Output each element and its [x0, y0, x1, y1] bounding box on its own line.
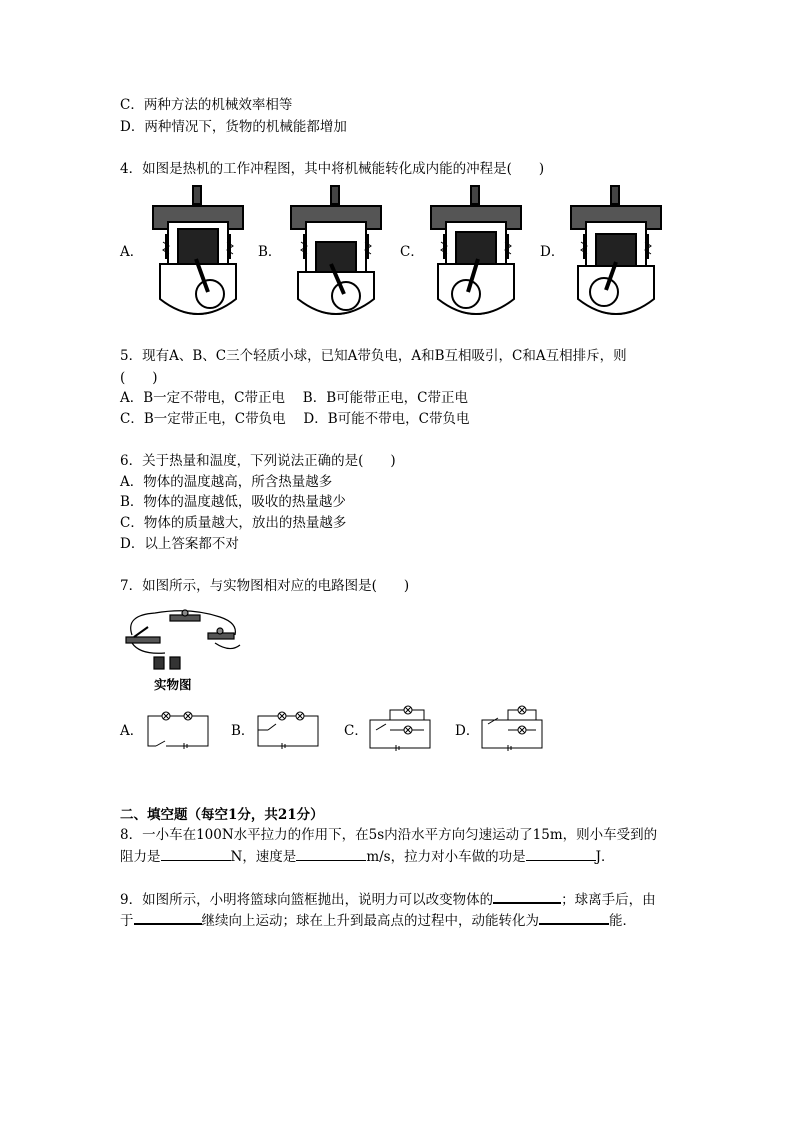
engine-diagram-b	[286, 184, 386, 329]
q9-text-5: 能．	[609, 913, 636, 929]
q4-stem: 4．如图是热机的工作冲程图，其中将机械能转化成内能的冲程是( )	[120, 161, 545, 177]
q9-blank-energy[interactable]	[539, 910, 609, 925]
circuit-diagram-a	[146, 708, 210, 750]
q8-blank-resistance[interactable]	[161, 847, 231, 861]
q9-line2	[120, 910, 636, 930]
physical-circuit-image	[120, 605, 245, 670]
q3-option-d: D．两种情况下，货物的机械能都增加	[120, 119, 347, 135]
q7-label-c: C．	[344, 723, 368, 739]
engine-diagram-d	[566, 184, 666, 329]
q7-label-d: D．	[455, 723, 480, 739]
q7-stem: 7．如图所示，与实物图相对应的电路图是( )	[120, 578, 410, 594]
section2-heading: 二、填空题（每空1分，共21分）	[120, 807, 324, 823]
q5-options-row2: C．B一定带正电，C带负电 D．B可能不带电，C带负电	[120, 411, 470, 427]
circuit-diagram-d	[480, 702, 544, 752]
q6-option-b: B．物体的温度越低，吸收的热量越少	[120, 494, 346, 510]
q9-text-3: 于	[120, 913, 134, 929]
q9-line1	[120, 889, 656, 909]
q4-label-b: B．	[258, 244, 282, 260]
q9-blank-motion-state[interactable]	[493, 889, 561, 904]
q8-text-3: m/s，拉力对小车做的功是	[366, 849, 526, 865]
q7-label-b: B．	[231, 723, 255, 739]
engine-diagram-c	[426, 184, 526, 329]
circuit-diagram-b	[256, 708, 320, 750]
q4-label-a: A．	[120, 244, 144, 260]
q5-options-row1: A．B一定不带电，C带正电 B．B可能带正电，C带正电	[120, 390, 468, 406]
q8-blank-work[interactable]	[526, 847, 596, 861]
q9-text-2: ；球离手后，由	[561, 892, 656, 908]
q8-text-2: N，速度是	[230, 849, 297, 865]
q5-stem-line2: ( )	[120, 370, 158, 386]
q8-blank-speed[interactable]	[296, 847, 366, 861]
physical-circuit-caption: 实物图	[154, 677, 192, 692]
q6-option-d: D．以上答案都不对	[120, 536, 239, 552]
q6-stem: 6．关于热量和温度，下列说法正确的是( )	[120, 453, 396, 469]
engine-diagram-a	[148, 184, 248, 329]
circuit-diagram-c	[368, 702, 432, 752]
q9-blank-inertia[interactable]	[134, 910, 202, 925]
q7-label-a: A．	[120, 723, 144, 739]
q6-option-a: A．物体的温度越高，所含热量越多	[120, 474, 333, 490]
q4-label-c: C．	[400, 244, 424, 260]
q4-label-d: D．	[540, 244, 565, 260]
q6-option-c: C．物体的质量越大，放出的热量越多	[120, 515, 347, 531]
q8-text-1: 阻力是	[120, 849, 161, 865]
q8-line1: 8．一小车在100N水平拉力的作用下，在5s内沿水平方向匀速运动了15m，则小车受到的	[120, 827, 658, 843]
q8-text-4: J．	[595, 849, 615, 865]
q5-stem-line1: 5．现有A、B、C三个轻质小球，已知A带负电，A和B互相吸引，C和A互相排斥，则	[120, 348, 627, 364]
q3-option-c: C．两种方法的机械效率相等	[120, 97, 293, 113]
q8-line2	[120, 847, 615, 866]
q9-text-4: 继续向上运动；球在上升到最高点的过程中，动能转化为	[201, 913, 539, 929]
q9-text-1: 9．如图所示，小明将篮球向篮框抛出，说明力可以改变物体的	[120, 892, 494, 908]
